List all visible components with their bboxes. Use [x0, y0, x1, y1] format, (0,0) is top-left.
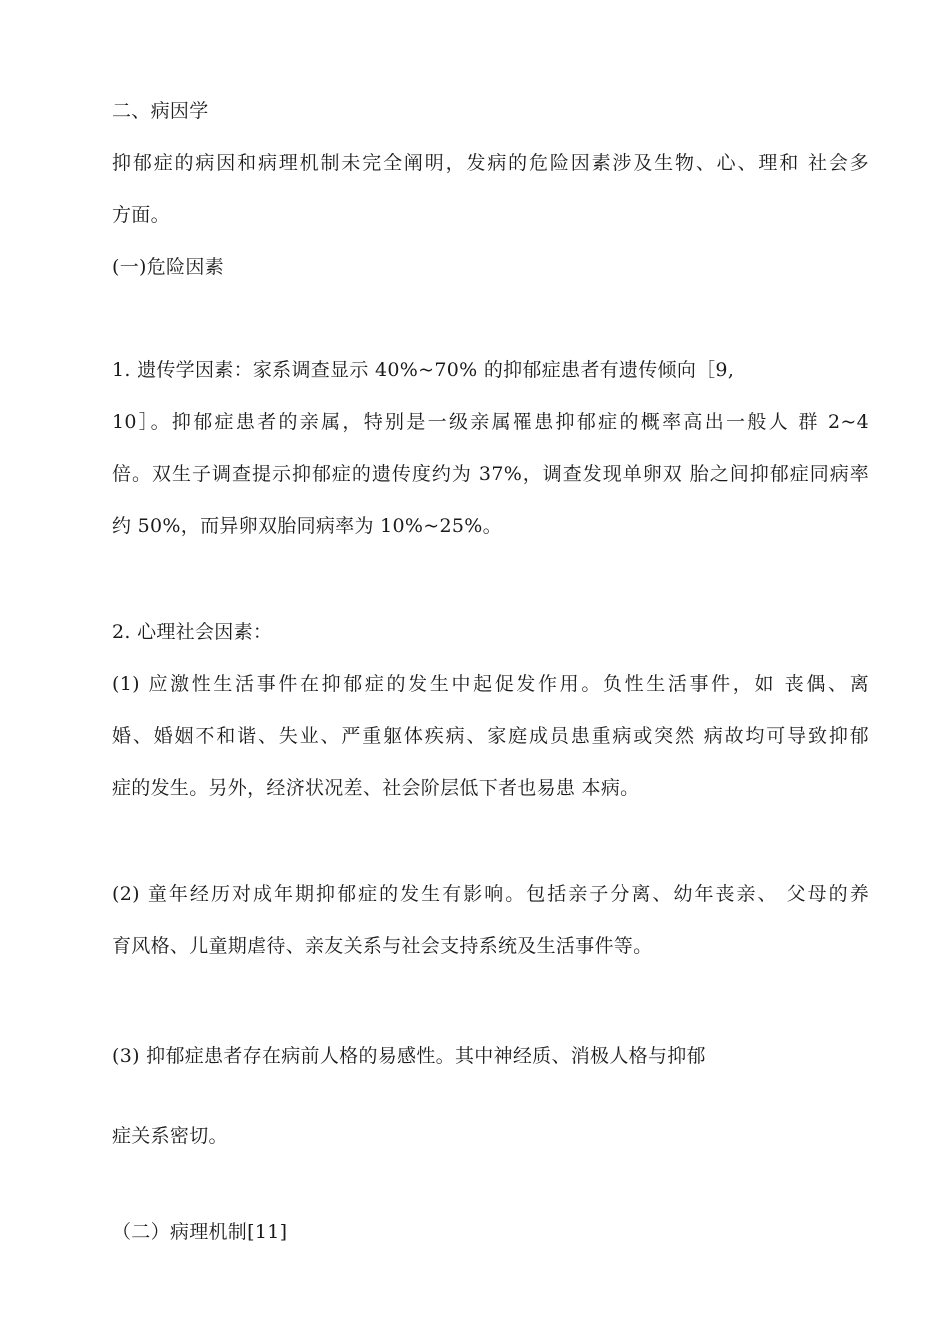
paragraph-line: 症关系密切。	[112, 1125, 228, 1147]
paragraph-line: (2) 童年经历对成年期抑郁症的发生有影响。包括亲子分离、幼年丧亲、 父母的养	[112, 883, 869, 905]
subsection-heading-risk-factors: (一)危险因素	[112, 256, 224, 278]
paragraph-line: (1) 应激性生活事件在抑郁症的发生中起促发作用。负性生活事件，如 丧偶、离	[112, 673, 869, 695]
paragraph-line: 倍。双生子调查提示抑郁症的遗传度约为 37%，调查发现单卵双 胎之间抑郁症同病率	[112, 463, 869, 485]
paragraph-line: 婚、婚姻不和谐、失业、严重躯体疾病、家庭成员患重病或突然 病故均可导致抑郁	[112, 725, 869, 747]
paragraph-line: 抑郁症的病因和病理机制未完全阐明，发病的危险因素涉及生物、心、理和 社会多	[112, 152, 869, 174]
list-item-psychosocial: 2. 心理社会因素：	[112, 621, 273, 643]
paragraph-line: (3) 抑郁症患者存在病前人格的易感性。其中神经质、消极人格与抑郁	[112, 1045, 706, 1067]
list-item-genetics: 1. 遗传学因素：家系调查显示 40%~70% 的抑郁症患者有遗传倾向［9,	[112, 359, 735, 381]
paragraph-line: 约 50%，而异卵双胎同病率为 10%~25%。	[112, 515, 502, 537]
paragraph-line: 10］。抑郁症患者的亲属，特别是一级亲属罹患抑郁症的概率高出一般人 群 2~4	[112, 411, 869, 433]
paragraph-line: 育风格、儿童期虐待、亲友关系与社会支持系统及生活事件等。	[112, 935, 653, 957]
paragraph-line: 方面。	[112, 204, 170, 226]
subsection-heading-pathology: （二）病理机制[11]	[112, 1221, 288, 1243]
section-heading-etiology: 二、病因学	[112, 100, 209, 122]
paragraph-line: 症的发生。另外，经济状况差、社会阶层低下者也易患 本病。	[112, 777, 640, 799]
